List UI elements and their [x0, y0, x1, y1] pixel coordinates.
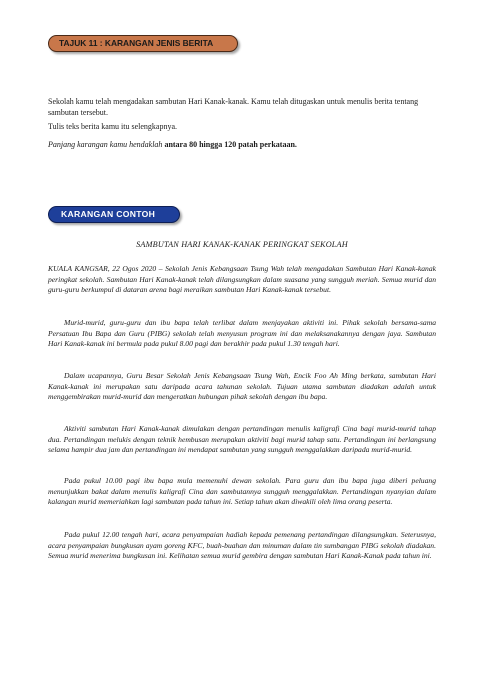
- article-paragraph-2: [48, 318, 436, 350]
- task-word-limit: [48, 140, 448, 151]
- article-paragraph-4: [48, 424, 436, 456]
- paragraph-5-text: Pada pukul 10.00 pagi ibu bapa mula memenuhi dewan sekolah. Para guru dan ibu bapa juga diberi peluang menunjukkan bakat dalam menulis kaligrafi Cina dan sambutannya sungguh menggalakkan. Pertandingan nyanyian dalam kalangan murid memeriahkan lagi sambutan pada tahun ini. Setiap tahun akan diwakili oleh lima orang peserta.: [48, 476, 436, 507]
- article-title: SAMBUTAN HARI KANAK-KANAK PERINGKAT SEKOLAH: [136, 240, 348, 249]
- paragraph-3-text: Dalam ucapannya, Guru Besar Sekolah Jenis Kebangsaan Tsung Wah, Encik Foo Ah Ming berkata, sambutan Hari Kanak-kanak ini merupakan satu daripada acara tahunan sekolah. Tujuan utama sambutan diadakan adalah untuk menggembirakan murid-murid dan mengeratkan hubungan pihak sekolah dengan ibu bapa.: [48, 371, 436, 402]
- task-instruction-2: Tulis teks berita kamu itu selengkapnya.: [48, 122, 178, 131]
- paragraph-4-text: Aktiviti sambutan Hari Kanak-kanak dimulakan dengan pertandingan menulis kaligrafi Cina bagi murid-murid tahap dua. Pertandingan melukis dengan teknik hembusan merupakan aktiviti bagi murid tahap satu. Pertandingan ini berlangsung selama hampir dua jam dan pertandingan ini mendapat sambutan yang sungguh menggalakkan daripada murid-murid.: [48, 424, 436, 455]
- article-paragraph-5: [48, 476, 436, 508]
- article-paragraph-3: [48, 371, 436, 403]
- word-limit-range: antara 80 hingga 120 patah perkataan.: [164, 140, 297, 149]
- task-instruction-1: Sekolah kamu telah mengadakan sambutan Hari Kanak-kanak. Kamu telah ditugaskan untuk menulis berita tentang sambutan tersebut.: [48, 97, 419, 117]
- paragraph-6-text: Pada pukul 12.00 tengah hari, acara penyampaian hadiah kepada pemenang pertandingan dilangsungkan. Seterusnya, acara penyampaian bungkusan ayam goreng KFC, buah-buahan dan minuman dalam tin sumbangan PIBG sekolah diadakan. Semua murid menerima bungkusan ini. Kelihatan semua murid gembira dengan sambutan Hari Kanak-Kanak pada tahun ini.: [48, 530, 436, 561]
- topic-title-badge: TAJUK 11 : KARANGAN JENIS BERITA: [48, 35, 238, 52]
- paragraph-2-text: Murid-murid, guru-guru dan ibu bapa telah terlibat dalam menjayakan aktiviti ini. Pihak sekolah bersama-sama Persatuan Ibu Bapa dan Guru (PIBG) sekolah telah menyusun program ini dan melaksanakannya dengan jaya. Sambutan Hari Kanak-kanak ini bermula pada pukul 8.00 pagi dan berakhir pada pukul 1.30 tengah hari.: [48, 318, 436, 349]
- article-paragraph-1: KUALA KANGSAR, 22 Ogos 2020 – Sekolah Jenis Kebangsaan Tsung Wah telah mengadakan Sambutan Hari Kanak-kanak peringkat sekolah. Sambutan Hari Kanak-kanak telah dilangsungkan dalam suasana yang sungguh meriah. Semua murid dan guru-guru berkumpul di dataran arena bagi meraikan sambutan Hari Kanak-kanak tersebut.: [48, 264, 436, 295]
- example-essay-badge: KARANGAN CONTOH: [48, 206, 180, 223]
- word-limit-prefix: Panjang karangan kamu hendaklah: [48, 140, 165, 149]
- article-paragraph-6: [48, 530, 436, 562]
